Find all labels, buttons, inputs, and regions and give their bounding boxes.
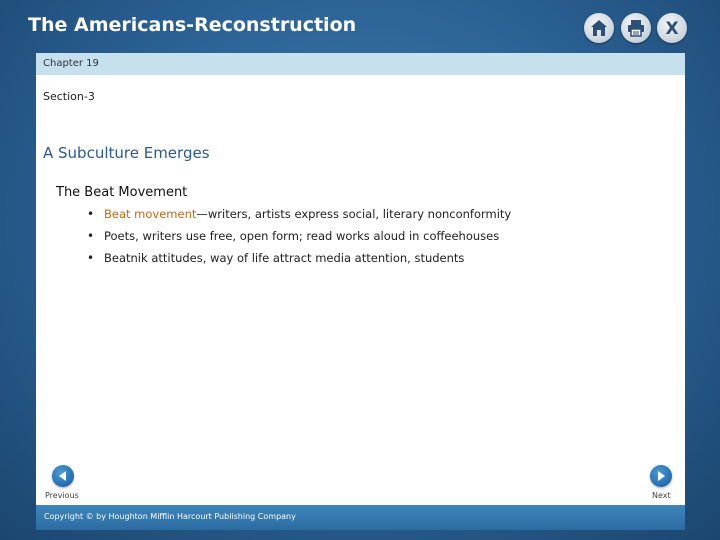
home-button[interactable]: [584, 13, 614, 43]
bullet-list: [84, 207, 511, 273]
print-button[interactable]: [621, 13, 651, 43]
previous-button[interactable]: [52, 465, 74, 487]
previous-label[interactable]: Previous: [45, 491, 79, 500]
arrow-right-icon: [655, 470, 667, 482]
list-item: [84, 229, 511, 251]
svg-text:X: X: [665, 19, 679, 38]
close-button[interactable]: [657, 13, 687, 43]
slide-content: [36, 53, 685, 530]
print-icon: [626, 18, 646, 38]
list-item: [84, 207, 511, 229]
bullet-icon: •: [87, 207, 95, 221]
bullet-icon: •: [87, 229, 95, 243]
app-title: The Americans-Reconstruction: [28, 14, 357, 36]
bullet-icon: •: [87, 251, 95, 265]
next-label[interactable]: Next: [652, 491, 671, 500]
arrow-left-icon: [57, 470, 69, 482]
home-icon: [589, 18, 609, 38]
section-label: Section-3: [43, 90, 95, 103]
bullet-text: Poets, writers use free, open form; read works aloud in coffeehouses: [104, 229, 500, 243]
bullet-text: Beatnik attitudes, way of life attract media attention, students: [104, 251, 465, 265]
bullet-text: —writers, artists express social, literary nonconformity: [196, 207, 512, 221]
list-item: [84, 251, 511, 273]
slide-heading: A Subculture Emerges: [43, 144, 210, 162]
key-term: Beat movement: [104, 207, 197, 221]
topic-title: The Beat Movement: [56, 185, 188, 200]
copyright-text: Copyright © by Houghton Mifflin Harcourt Publishing Company: [44, 512, 296, 521]
footer-bar: [36, 505, 685, 530]
chapter-label: Chapter 19: [43, 58, 99, 69]
close-icon: [662, 18, 682, 38]
chapter-bar: [36, 53, 685, 75]
next-button[interactable]: [650, 465, 672, 487]
